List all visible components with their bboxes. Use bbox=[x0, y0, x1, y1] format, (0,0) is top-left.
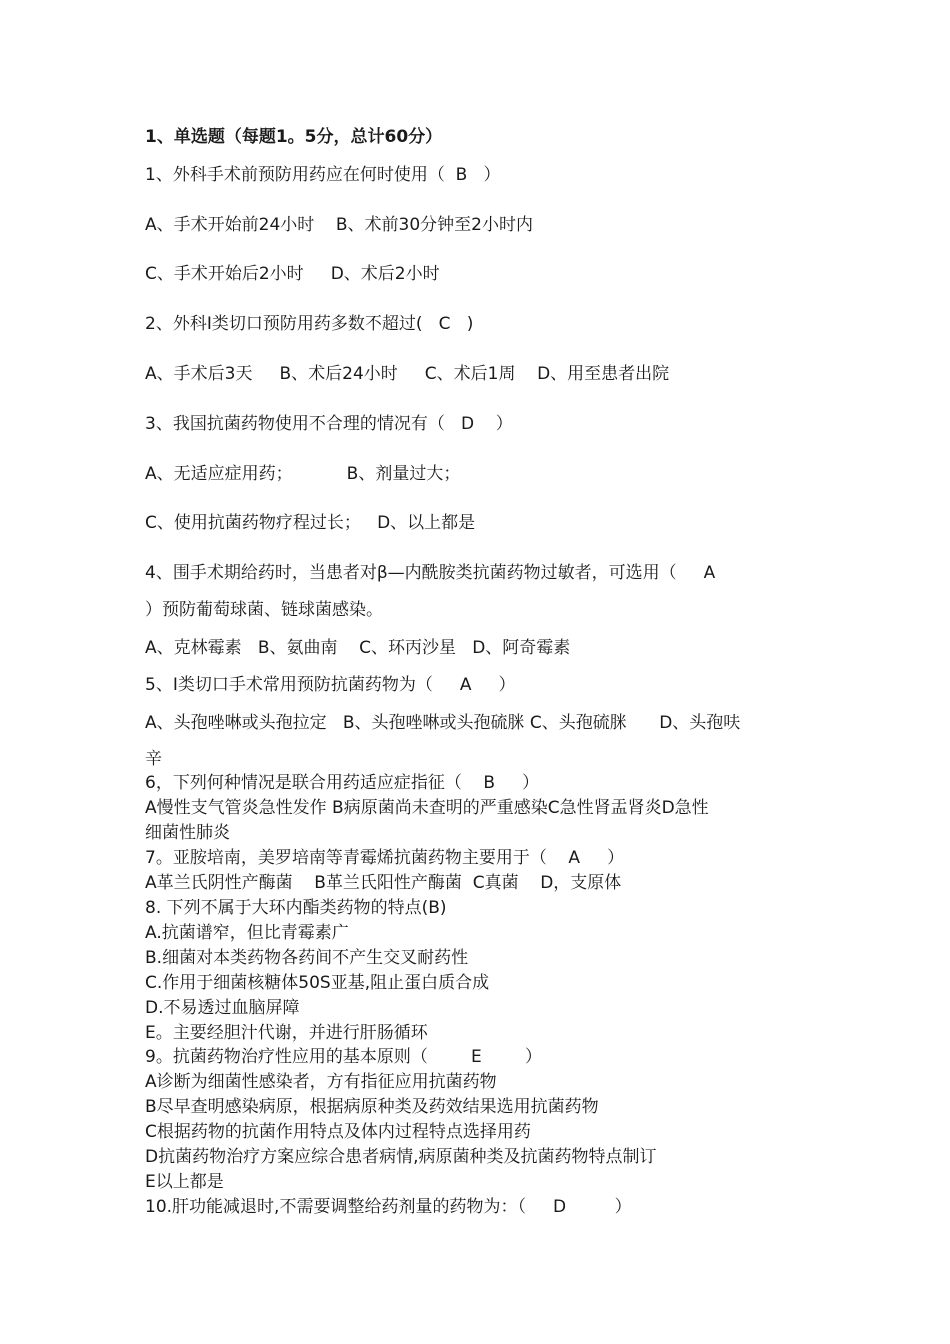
question-10: 10.肝功能减退时,不需要调整给药剂量的药物为：（ D ） bbox=[145, 1197, 632, 1217]
question-6-options-cont: 细菌性肺炎 bbox=[145, 823, 230, 843]
question-7: 7。亚胺培南，美罗培南等青霉烯抗菌药物主要用于（ A ） bbox=[145, 848, 625, 868]
section-title: 1、单选题（每题1。5分，总计60分） bbox=[145, 127, 443, 147]
question-9-option-e: E以上都是 bbox=[145, 1172, 224, 1192]
question-3: 3、我国抗菌药物使用不合理的情况有（ D ） bbox=[145, 414, 513, 434]
question-5-options: A、头孢唑啉或头孢拉定 B、头孢唑啉或头孢硫脒 C、头孢硫脒 D、头孢呋 bbox=[145, 713, 741, 733]
question-8-option-c: C.作用于细菌核糖体50S亚基,阻止蛋白质合成 bbox=[145, 973, 490, 993]
question-2-options: A、手术后3天 B、术后24小时 C、术后1周 D、用至患者出院 bbox=[145, 364, 670, 384]
question-9-option-d: D抗菌药物治疗方案应综合患者病情,病原菌种类及抗菌药物特点制订 bbox=[145, 1147, 657, 1167]
question-3-options-ab: A、无适应症用药； B、剂量过大； bbox=[145, 464, 461, 484]
question-8-option-b: B.细菌对本类药物各药间不产生交叉耐药性 bbox=[145, 948, 469, 968]
question-4-line-2: ）预防葡萄球菌、链球菌感染。 bbox=[145, 600, 383, 620]
question-9-option-b: B尽早查明感染病原，根据病原种类及药效结果选用抗菌药物 bbox=[145, 1097, 599, 1117]
question-3-options-cd: C、使用抗菌药物疗程过长； D、以上都是 bbox=[145, 513, 476, 533]
question-8-option-a: A.抗菌谱窄，但比青霉素广 bbox=[145, 923, 349, 943]
question-7-options: A革兰氏阴性产酶菌 B革兰氏阳性产酶菌 C真菌 D，支原体 bbox=[145, 873, 622, 893]
question-2: 2、外科I类切口预防用药多数不超过( C ) bbox=[145, 314, 474, 334]
question-1: 1、外科手术前预防用药应在何时使用（ B ） bbox=[145, 165, 501, 185]
question-4-line-1: 4、围手术期给药时，当患者对β—内酰胺类抗菌药物过敏者，可选用（ A bbox=[145, 563, 716, 583]
question-6: 6，下列何种情况是联合用药适应症指征（ B ） bbox=[145, 773, 540, 793]
question-1-options-ab: A、手术开始前24小时 B、术前30分钟至2小时内 bbox=[145, 215, 533, 235]
question-9-option-c: C根据药物的抗菌作用特点及体内过程特点选择用药 bbox=[145, 1122, 531, 1142]
question-4-options: A、克林霉素 B、氨曲南 C、环丙沙星 D、阿奇霉素 bbox=[145, 638, 571, 658]
question-1-options-cd: C、手术开始后2小时 D、术后2小时 bbox=[145, 264, 440, 284]
question-8-option-d: D.不易透过血脑屏障 bbox=[145, 998, 300, 1018]
question-9-option-a: A诊断为细菌性感染者，方有指征应用抗菌药物 bbox=[145, 1072, 497, 1092]
question-8: 8. 下列不属于大环内酯类药物的特点(B) bbox=[145, 898, 447, 918]
question-6-options: A慢性支气管炎急性发作 B病原菌尚未查明的严重感染C急性肾盂肾炎D急性 bbox=[145, 798, 709, 818]
question-8-option-e: E。主要经胆汁代谢，并进行肝肠循环 bbox=[145, 1023, 428, 1043]
question-9: 9。抗菌药物治疗性应用的基本原则（ E ） bbox=[145, 1047, 543, 1067]
question-5-options-cont: 辛 bbox=[145, 749, 162, 769]
question-5: 5、I类切口手术常用预防抗菌药物为（ A ） bbox=[145, 675, 516, 695]
